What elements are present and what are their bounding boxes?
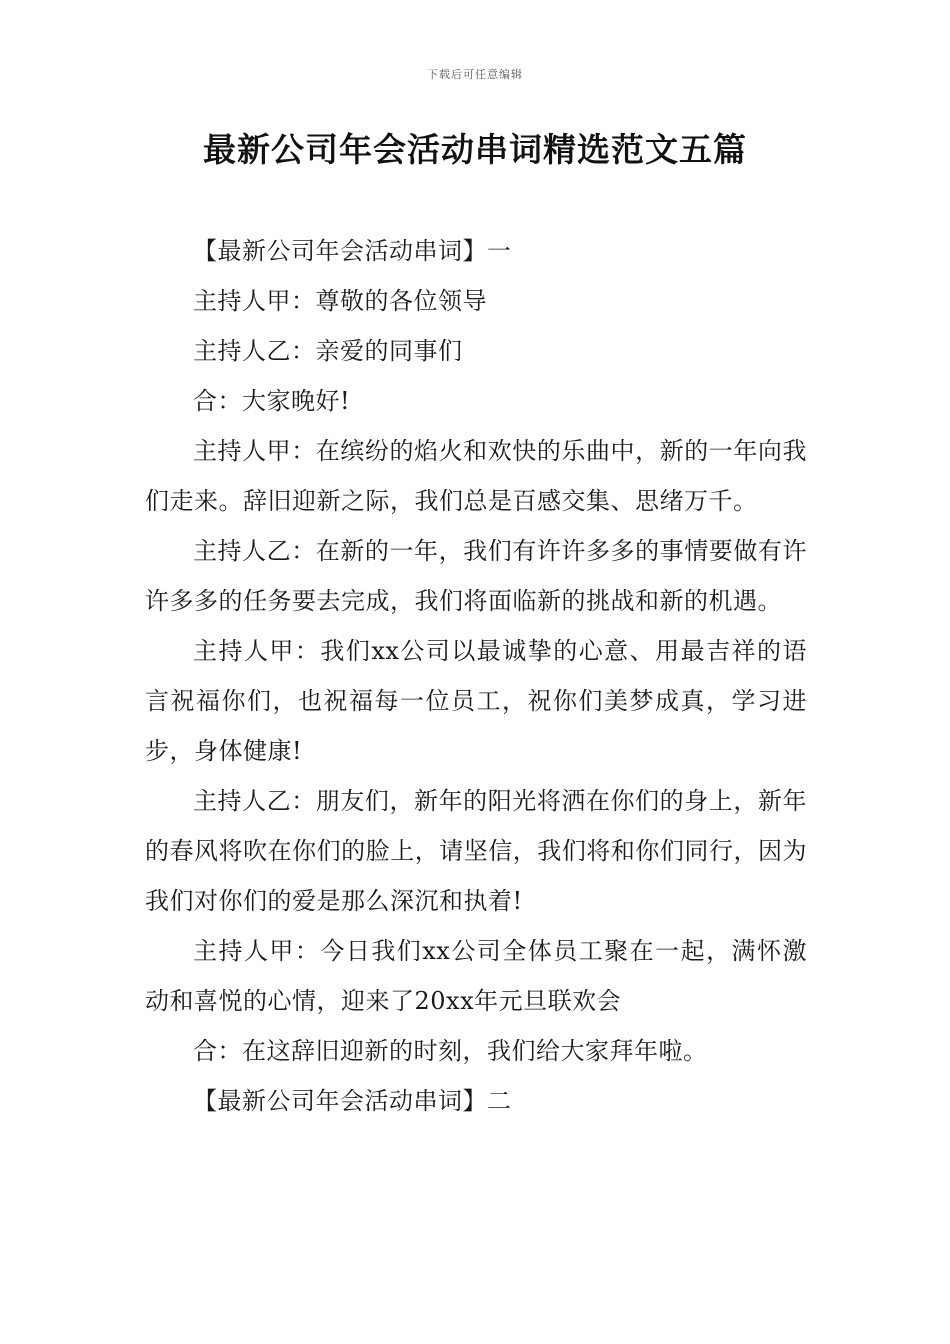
paragraph: 主持人甲：尊敬的各位领导 bbox=[193, 287, 487, 315]
paragraph-section-heading: 【最新公司年会活动串词】二 bbox=[193, 1087, 512, 1115]
header-note: 下载后可任意编辑 bbox=[427, 68, 523, 81]
paragraph: 合：大家晚好! bbox=[193, 387, 351, 415]
paragraph: 主持人乙：朋友们，新年的阳光将洒在你们的身上，新年的春风将吹在你们的脸上，请坚信，我们将和你们同行，因为我们对你们的爱是那么深沉和执着! bbox=[145, 787, 807, 915]
paragraph: 主持人甲：在缤纷的焰火和欢快的乐曲中，新的一年向我们走来。辞旧迎新之际，我们总是百感交集、思绪万千。 bbox=[145, 437, 807, 515]
paragraph: 主持人乙：亲爱的同事们 bbox=[193, 337, 463, 365]
paragraph: 合：在这辞旧迎新的时刻，我们给大家拜年啦。 bbox=[193, 1037, 708, 1065]
paragraph: 主持人甲：今日我们xx公司全体员工聚在一起，满怀激动和喜悦的心情，迎来了20xx年元旦联欢会 bbox=[145, 937, 807, 1015]
paragraph-section-heading: 【最新公司年会活动串词】一 bbox=[193, 237, 512, 265]
document-body bbox=[145, 226, 807, 1126]
document-title: 最新公司年会活动串词精选范文五篇 bbox=[203, 130, 747, 169]
paragraph: 主持人甲：我们xx公司以最诚挚的心意、用最吉祥的语言祝福你们，也祝福每一位员工，祝你们美梦成真，学习进步，身体健康! bbox=[145, 637, 807, 765]
paragraph: 主持人乙：在新的一年，我们有许许多多的事情要做有许许多多的任务要去完成，我们将面临新的挑战和新的机遇。 bbox=[145, 537, 807, 615]
